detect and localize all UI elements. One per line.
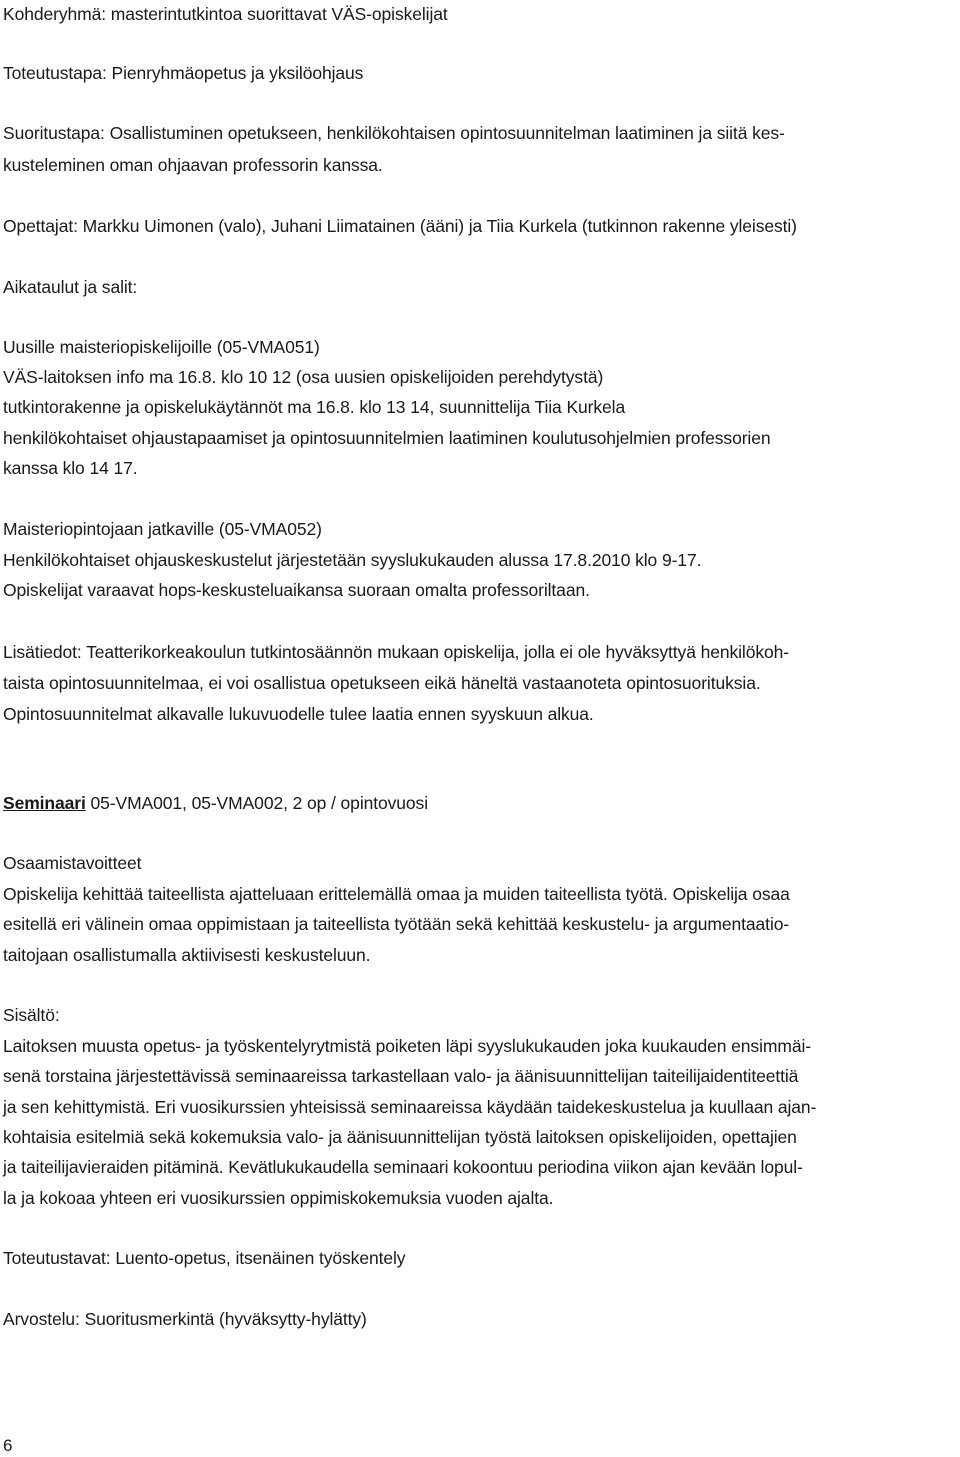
learning-outcomes-line-3: taitojaan osallistumalla aktiivisesti keskusteluun. (3, 945, 371, 965)
page-number: 6 (3, 1436, 13, 1455)
continuing-students-line: Maisteriopintojaan jatkaville (05-VMA052) (3, 519, 322, 539)
teachers-line: Opettajat: Markku Uimonen (valo), Juhani Liimatainen (ääni) ja Tiia Kurkela (tutkinnon rakenne yleisesti) (3, 216, 797, 236)
additional-info-line-3: Opintosuunnitelmat alkavalle lukuvuodelle tulee laatia ennen syyskuun alkua. (3, 704, 594, 724)
content-heading: Sisältö: (3, 1005, 60, 1025)
content-line-4: kohtaisia esitelmiä sekä kokemuksia valo- ja äänisuunnittelijan työstä laitoksen opiskelijoiden, opettajien (3, 1127, 797, 1147)
info-line: VÄS-laitoksen info ma 16.8. klo 10 12 (osa uusien opiskelijoiden perehdytystä) (3, 367, 604, 387)
additional-info-line-1: Lisätiedot: Teatterikorkeakoulun tutkintosäännön mukaan opiskelija, jolla ei ole hyväksyttyä henkilökoh- (3, 642, 789, 662)
content-line-3: ja sen kehittymistä. Eri vuosikurssien yhteisissä seminaareissa käydään taidekeskustelua ja kuullaan ajan- (3, 1097, 817, 1117)
target-group-line: Kohderyhmä: masterintutkintoa suorittavat VÄS-opiskelijat (3, 4, 448, 24)
learning-outcomes-heading: Osaamistavoitteet (3, 853, 142, 873)
schedule-heading: Aikataulut ja salit: (3, 277, 138, 297)
additional-info-line-2: taista opintosuunnitelmaa, ei voi osallistua opetukseen eikä häneltä vastaanoteta opintosuorituksia. (3, 673, 761, 693)
grading-line: Arvostelu: Suoritusmerkintä (hyväksytty-hylätty) (3, 1309, 367, 1329)
methods-line: Toteutustavat: Luento-opetus, itsenäinen työskentely (3, 1248, 406, 1268)
completion-line-1: Suoritustapa: Osallistuminen opetukseen, henkilökohtaisen opintosuunnitelman laatiminen ja siitä kes- (3, 123, 785, 143)
guidance-line-2: kanssa klo 14 17. (3, 458, 138, 478)
content-line-6: la ja kokoaa yhteen eri vuosikurssien oppimiskokemuksia vuoden ajalta. (3, 1188, 554, 1208)
reservation-line: Opiskelijat varaavat hops-keskusteluaikansa suoraan omalta professoriltaan. (3, 580, 590, 600)
content-line-5: ja taiteilijavieraiden pitäminä. Kevätlukukaudella seminaari kokoontuu periodina viikon ajan kevään lopul- (3, 1157, 803, 1177)
implementation-line: Toteutustapa: Pienryhmäopetus ja yksilöohjaus (3, 63, 364, 83)
guidance-line-1: henkilökohtaiset ohjaustapaamiset ja opintosuunnitelmien laatiminen koulutusohjelmien professorien (3, 428, 771, 448)
completion-line-2: kusteleminen oman ohjaavan professorin kanssa. (3, 155, 383, 175)
document-page (3, 0, 958, 1457)
seminar-title: Seminaari (3, 793, 86, 813)
content-line-1: Laitoksen muusta opetus- ja työskentelyrytmistä poiketen läpi syyslukukauden joka kuukauden ensimmäi- (3, 1036, 811, 1056)
content-line-2: senä torstaina järjestettävissä seminaareissa tarkastellaan valo- ja äänisuunnittelijan taiteilijaidentiteettiä (3, 1066, 799, 1086)
learning-outcomes-line-2: esitellä eri välinein omaa oppimistaan ja taiteellista työtään sekä kehittää keskustelu- ja argumentaatio- (3, 914, 790, 934)
discussion-line: Henkilökohtaiset ohjauskeskustelut järjestetään syyslukukauden alussa 17.8.2010 klo 9-17. (3, 550, 702, 570)
structure-line: tutkintorakenne ja opiskelukäytännöt ma 16.8. klo 13 14, suunnittelija Tiia Kurkela (3, 397, 626, 417)
seminar-codes: 05-VMA001, 05-VMA002, 2 op / opintovuosi (85, 793, 428, 813)
learning-outcomes-line-1: Opiskelija kehittää taiteellista ajatteluaan erittelemällä omaa ja muiden taiteellista työtä. Opiskelija osaa (3, 884, 790, 904)
seminar-heading (3, 792, 428, 814)
new-students-line: Uusille maisteriopiskelijoille (05-VMA051) (3, 337, 320, 357)
